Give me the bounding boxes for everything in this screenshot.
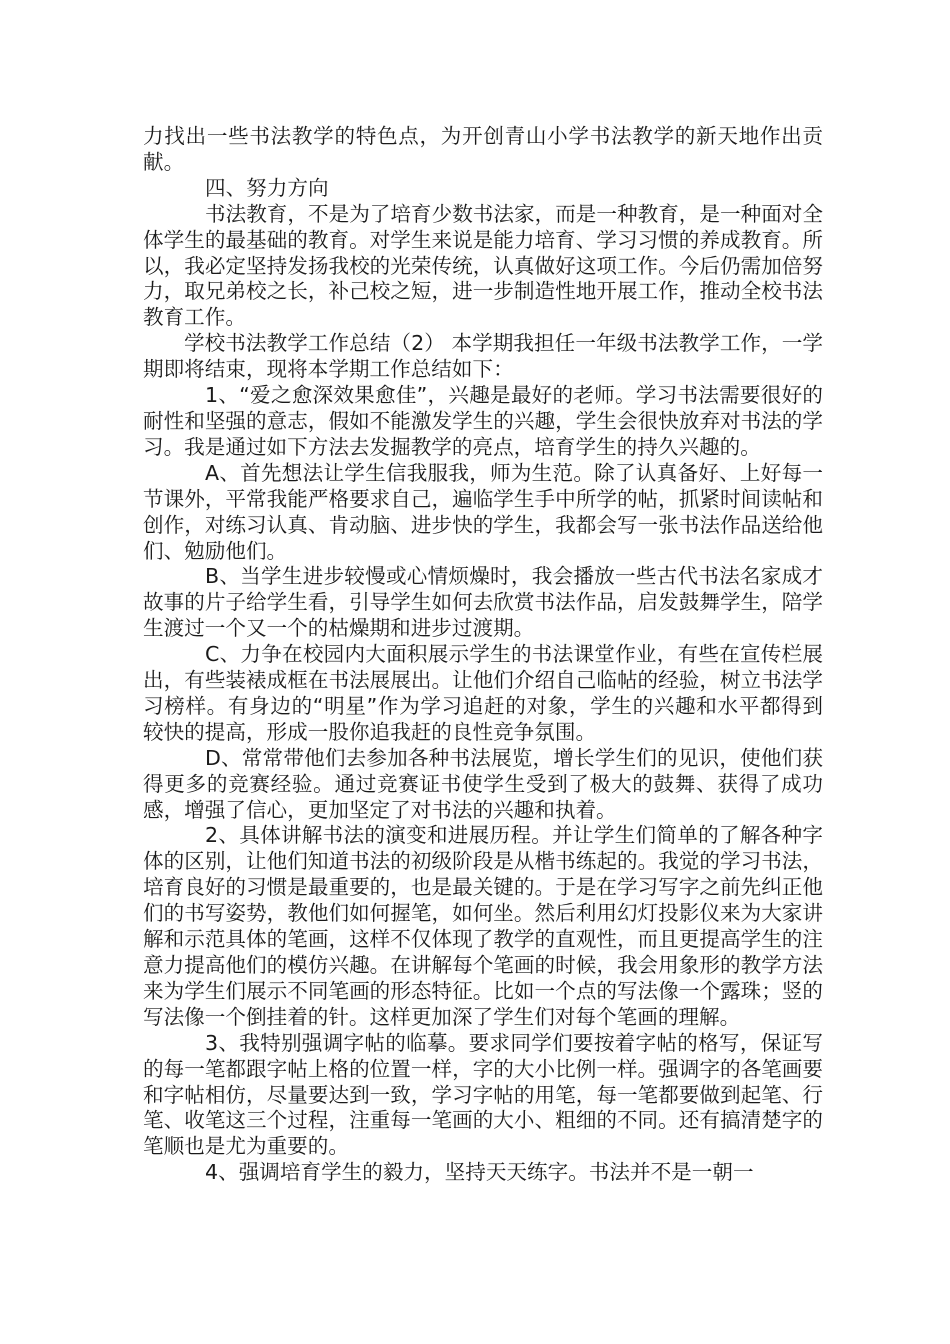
paragraph: 1、“爱之愈深效果愈佳”，兴趣是最好的老师。学习书法需要很好的耐性和坚强的意志，假如不能激发学生的兴趣，学生会很快放弃对书法的学习。我是通过如下方法去发掘教学的亮点，培育学生的持久兴趣的。 bbox=[143, 383, 823, 459]
paragraph: 3、我特别强调字帖的临摹。要求同学们要按着字帖的格写，保证写的每一笔都跟字帖上格的位置一样，字的大小比例一样。强调字的各笔画要和字帖相仿，尽量要达到一致，学习字帖的用笔，每一笔都要做到起笔、行笔、收笔这三个过程，注重每一笔画的大小、粗细的不同。还有搞清楚字的笔顺也是尤为重要的。 bbox=[143, 1030, 823, 1159]
paragraph: C、力争在校园内大面积展示学生的书法课堂作业，有些在宣传栏展出，有些装裱成框在书法展展出。让他们介绍自己临帖的经验，树立书法学习榜样。有身边的“明星”作为学习追赶的对象，学生的兴趣和水平都得到较快的提高，形成一股你追我赶的良性竞争氛围。 bbox=[143, 642, 823, 744]
section-heading: 四、努力方向 bbox=[205, 175, 329, 200]
paragraph: B、当学生进步较慢或心情烦燥时，我会播放一些古代书法名家成才故事的片子给学生看，引导学生如何去欣赏书法作品，启发鼓舞学生，陪学生渡过一个又一个的枯燥期和进步过渡期。 bbox=[143, 564, 823, 641]
paragraph: 2、具体讲解书法的演变和进展历程。并让学生们简单的了解各种字体的区别，让他们知道书法的初级阶段是从楷书练起的。我觉的学习书法，培育良好的习惯是最重要的，也是最关键的。于是在学习写字之前先纠正他们的书写姿势，教他们如何握笔，如何坐。然后利用幻灯投影仪来为大家讲解和示范具体的笔画，这样不仅体现了教学的直观性，而且更提高学生的注意力提高他们的模仿兴趣。在讲解每个笔画的时候，我会用象形的教学方法来为学生们展示不同笔画的形态特征。比如一个点的写法像一个露珠；竖的写法像一个倒挂着的针。这样更加深了学生们对每个笔画的理解。 bbox=[143, 823, 823, 1029]
paragraph: D、常常带他们去参加各种书法展览，增长学生们的见识，使他们获得更多的竞赛经验。通过竞赛证书使学生受到了极大的鼓舞、获得了成功感，增强了信心，更加坚定了对书法的兴趣和执着。 bbox=[143, 745, 823, 822]
paragraph: 书法教育，不是为了培育少数书法家，而是一种教育，是一种面对全体学生的最基础的教育。对学生来说是能力培育、学习习惯的养成教育。所以，我必定坚持发扬我校的光荣传统，认真做好这项工作。今后仍需加倍努力，取兄弟校之长，补己校之短，进一步制造性地开展工作，推动全校书法教育工作。 bbox=[143, 201, 823, 330]
paragraph: 4、强调培育学生的毅力，坚持天天练字。书法并不是一朝一 bbox=[205, 1160, 754, 1185]
document-body bbox=[143, 124, 823, 1186]
paragraph-continuation: 力找出一些书法教学的特色点，为开创青山小学书法教学的新天地作出贡献。 bbox=[143, 124, 823, 174]
paragraph: A、首先想法让学生信我服我，师为生范。除了认真备好、上好每一节课外，平常我能严格要求自己，遍临学生手中所学的帖，抓紧时间读帖和创作，对练习认真、肯动脑、进步快的学生，我都会写一张书法作品送给他们、勉励他们。 bbox=[143, 460, 823, 563]
paragraph-title: 学校书法教学工作总结（2） 本学期我担任一年级书法教学工作，一学期即将结束，现将本学期工作总结如下： bbox=[143, 331, 823, 382]
